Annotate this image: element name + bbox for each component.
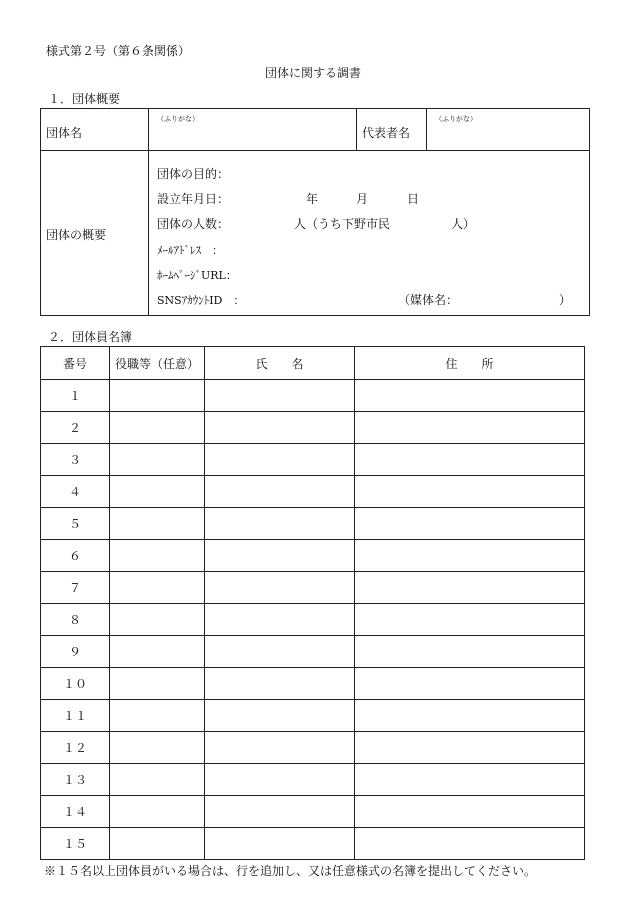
address-cell[interactable] [355,540,585,572]
position-cell[interactable] [110,508,205,540]
table-row [41,764,585,796]
row-number: ２ [41,412,110,444]
section1-heading: １．団体概要 [48,92,121,106]
name-cell[interactable] [205,668,355,700]
row-number: ８ [41,604,110,636]
name-cell[interactable] [205,604,355,636]
position-cell[interactable] [110,764,205,796]
org-name-field[interactable] [153,123,353,147]
name-cell[interactable] [205,508,355,540]
address-cell[interactable] [355,828,585,860]
table-row [41,444,585,476]
row-number: １ [41,380,110,412]
table-row [41,828,585,860]
position-cell[interactable] [110,540,205,572]
members-label: 団体の人数： [157,217,230,231]
position-cell[interactable] [110,412,205,444]
col-position: 役職等（任意） [110,347,205,380]
roster-header-row [41,347,585,380]
year-label: 年 [306,192,319,206]
name-cell[interactable] [205,476,355,508]
row-number: １０ [41,668,110,700]
org-overview-table [40,108,590,316]
day-label: 日 [407,192,420,206]
representative-furigana-note: （ふりがな） [435,115,477,123]
name-cell[interactable] [205,380,355,412]
col-number: 番号 [41,347,110,380]
org-name-label: 団体名 [46,126,83,140]
position-cell[interactable] [110,828,205,860]
row-number: ９ [41,636,110,668]
position-cell[interactable] [110,796,205,828]
furigana-note: （ふりがな） [157,115,199,123]
address-cell[interactable] [355,732,585,764]
address-cell[interactable] [355,508,585,540]
representative-field[interactable] [431,123,586,147]
col-divider [356,109,357,150]
address-cell[interactable] [355,604,585,636]
position-cell[interactable] [110,380,205,412]
address-cell[interactable] [355,476,585,508]
table-row [41,796,585,828]
address-cell[interactable] [355,380,585,412]
table-row [41,732,585,764]
table-row [41,380,585,412]
name-cell[interactable] [205,732,355,764]
table-row [41,476,585,508]
row-number: １２ [41,732,110,764]
row-divider [41,150,589,151]
position-cell[interactable] [110,476,205,508]
col-divider [148,109,149,315]
media-label: （媒体名： [398,293,459,307]
homepage-label: ﾎｰﾑﾍﾟｰｼﾞURL： [157,269,237,282]
name-cell[interactable] [205,540,355,572]
row-number: ３ [41,444,110,476]
name-cell[interactable] [205,444,355,476]
founded-label: 設立年月日： [157,192,230,206]
position-cell[interactable] [110,700,205,732]
month-label: 月 [356,192,369,206]
row-number: １５ [41,828,110,860]
position-cell[interactable] [110,668,205,700]
position-cell[interactable] [110,636,205,668]
address-cell[interactable] [355,796,585,828]
members-unit-end: 人） [451,217,476,231]
name-cell[interactable] [205,636,355,668]
col-address: 住 所 [355,347,585,380]
address-cell[interactable] [355,412,585,444]
name-cell[interactable] [205,828,355,860]
table-row [41,572,585,604]
name-cell[interactable] [205,572,355,604]
purpose-label: 団体の目的： [157,167,230,181]
table-row [41,700,585,732]
row-number: ６ [41,540,110,572]
name-cell[interactable] [205,412,355,444]
address-cell[interactable] [355,764,585,796]
row-number: ４ [41,476,110,508]
name-cell[interactable] [205,700,355,732]
table-row [41,412,585,444]
row-number: ５ [41,508,110,540]
representative-label: 代表者名 [362,126,411,140]
members-unit: 人（うち下野市民 [294,217,391,231]
row-number: １４ [41,796,110,828]
row-number: １３ [41,764,110,796]
col-divider [426,109,427,150]
row-number: １１ [41,700,110,732]
page-title: 団体に関する調書 [265,66,362,80]
table-row [41,604,585,636]
name-cell[interactable] [205,796,355,828]
member-roster-table [40,346,585,860]
section2-heading: ２．団体員名簿 [48,330,133,344]
row-number: ７ [41,572,110,604]
table-row [41,508,585,540]
address-cell[interactable] [355,444,585,476]
position-cell[interactable] [110,604,205,636]
table-row [41,668,585,700]
footnote: ※１５名以上団体員がいる場合は、行を追加し、又は任意様式の名簿を提出してください。 [44,864,537,878]
sns-label: SNSｱｶｳﾝﾄID ： [157,294,245,307]
address-cell[interactable] [355,668,585,700]
position-cell[interactable] [110,444,205,476]
position-cell[interactable] [110,572,205,604]
form-number: 様式第２号（第６条関係） [46,44,191,58]
table-row [41,540,585,572]
media-close: ） [559,293,572,307]
position-cell[interactable] [110,732,205,764]
address-cell[interactable] [355,700,585,732]
address-cell[interactable] [355,636,585,668]
name-cell[interactable] [205,764,355,796]
col-name: 氏 名 [205,347,355,380]
table-row [41,636,585,668]
email-label: ﾒｰﾙｱﾄﾞﾚｽ ： [157,244,223,257]
address-cell[interactable] [355,572,585,604]
overview-label: 団体の概要 [46,228,107,242]
